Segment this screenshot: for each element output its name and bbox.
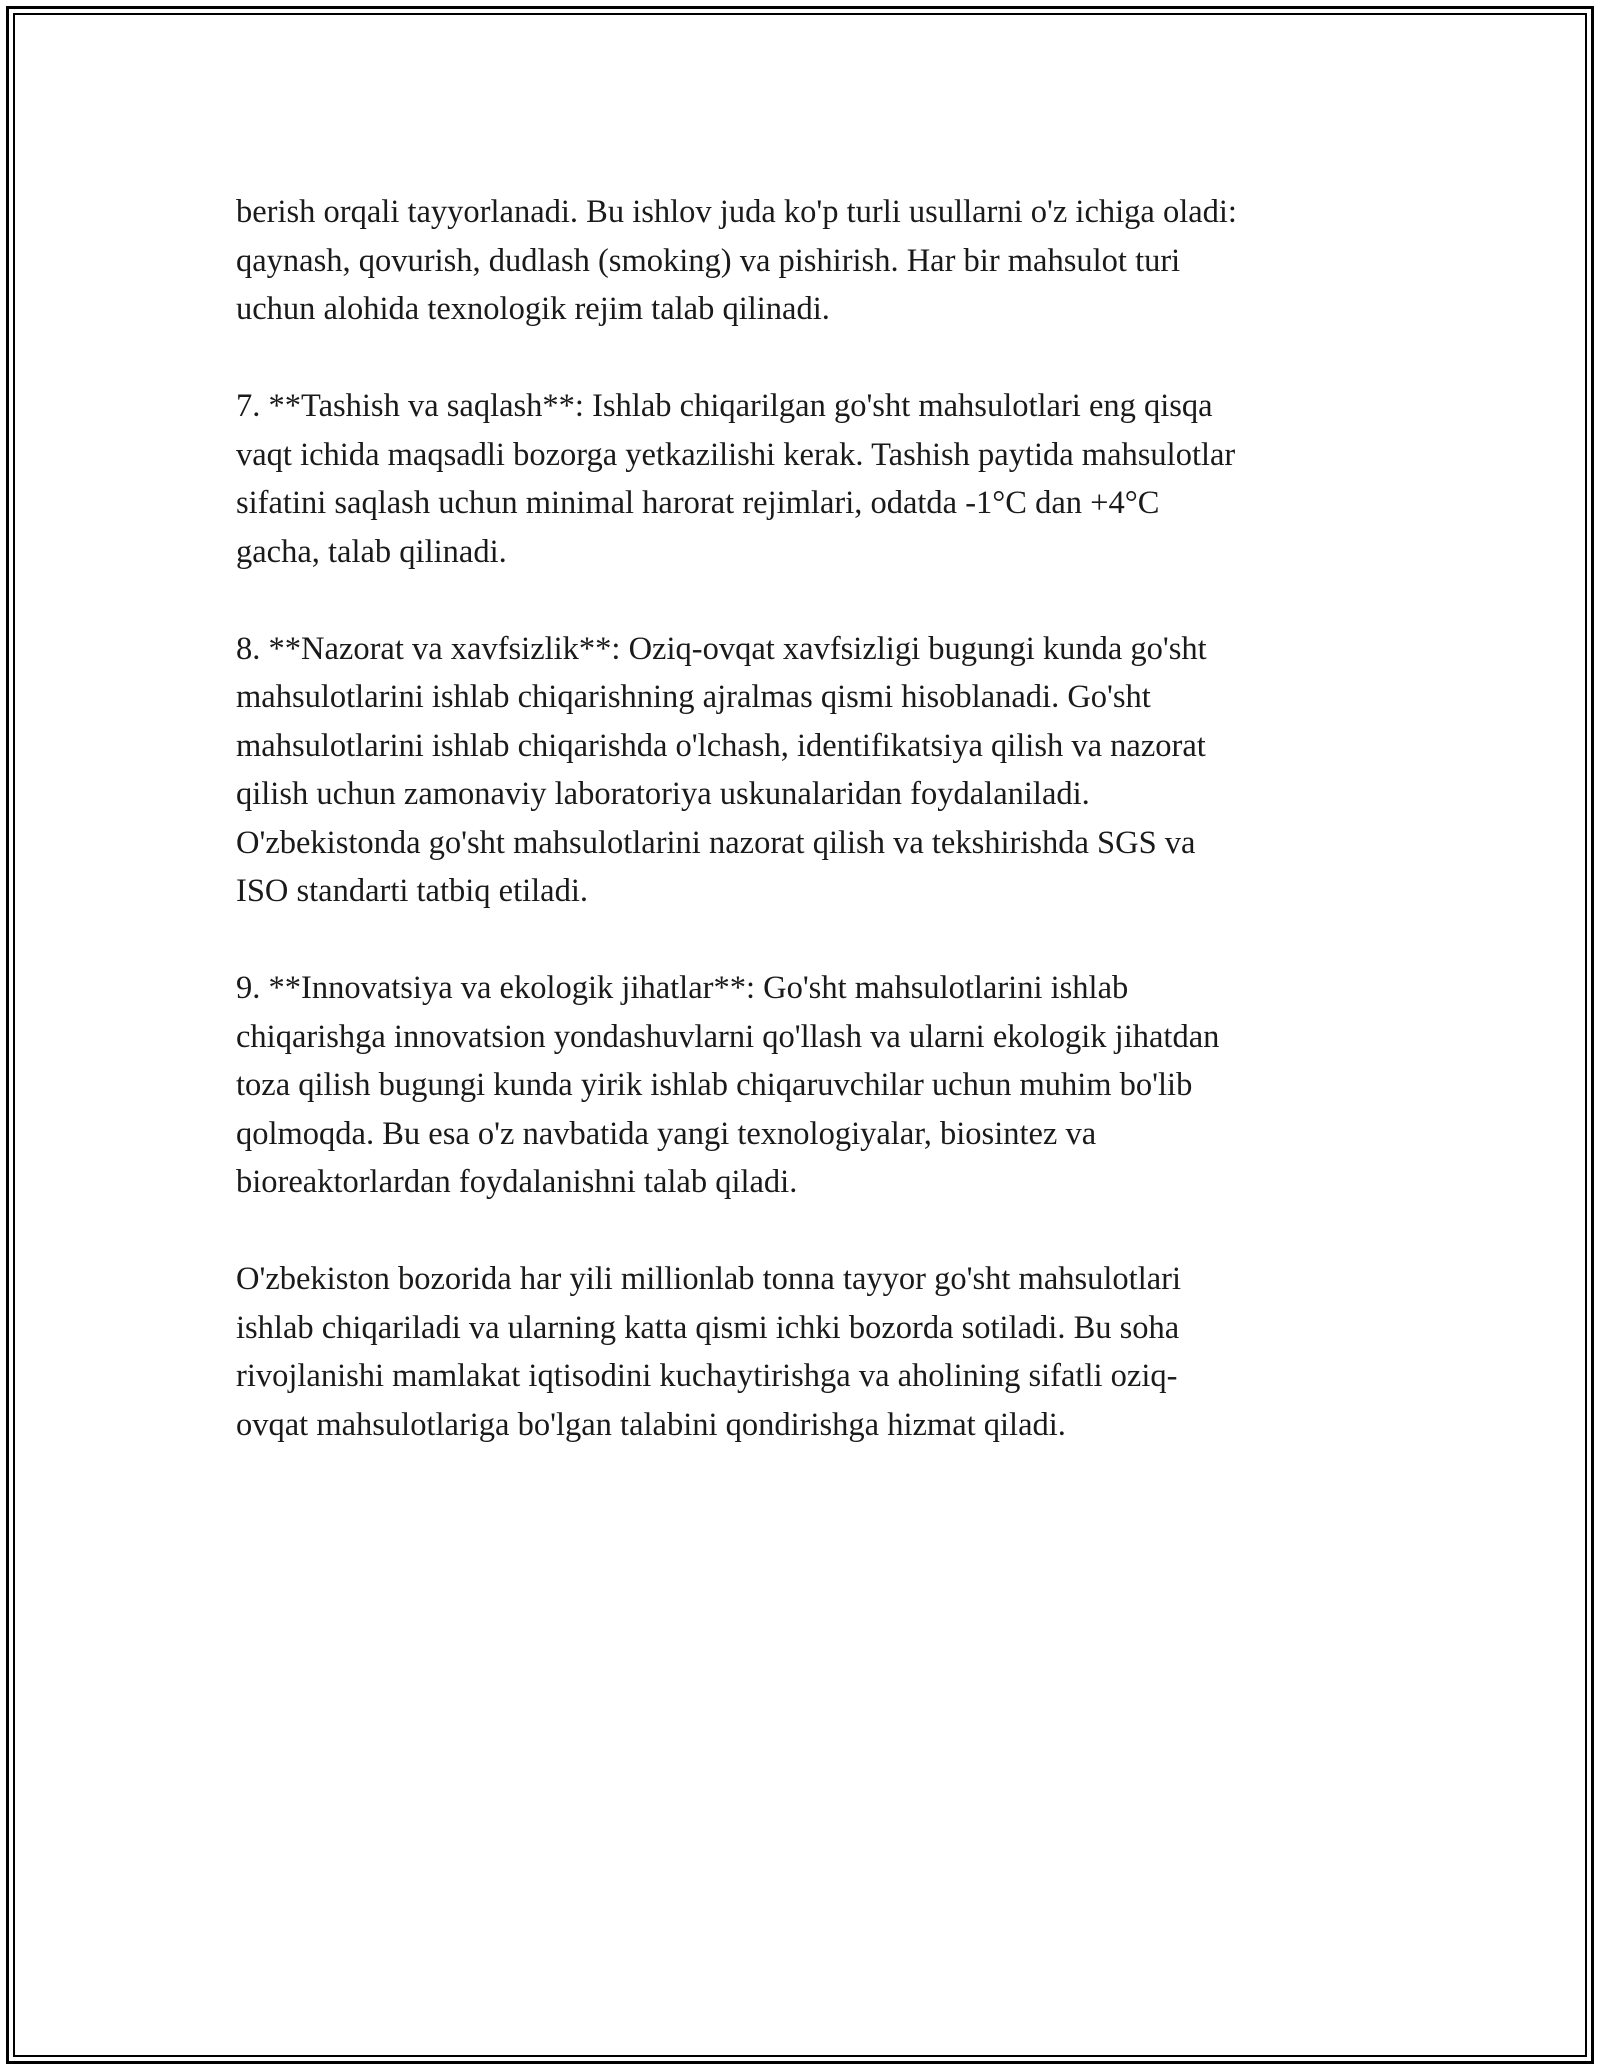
paragraph-item-9-innovation-ecology: 9. **Innovatsiya va ekologik jihatlar**: Go'sht mahsulotlarini ishlab chiqarishga innovatsion yondashuvlarni qo'llash va ularni ekologik jihatdan toza qilish bugungi kunda yirik ishlab chiqaruvchilar uchun muhim bo'lib qolmoqda. Bu esa o'z navbatida yangi texnologiyalar, biosintez va bioreaktorlardan foydalanishni talab qiladi. bbox=[236, 970, 1220, 1200]
document-body bbox=[236, 188, 1376, 1498]
paragraph-item-8-control-safety: 8. **Nazorat va xavfsizlik**: Oziq-ovqat xavfsizligi bugungi kunda go'sht mahsulotlarini ishlab chiqarishning ajralmas qismi hisoblanadi. Go'sht mahsulotlarini ishlab chiqarishda o'lchash, identifikatsiya qilish va nazorat qilish uchun zamonaviy laboratoriya uskunalaridan foydalaniladi. O'zbekistonda go'sht mahsulotlarini nazorat qilish va tekshirishda SGS va ISO standarti tatbiq etiladi. bbox=[236, 630, 1207, 909]
paragraph-item-7-transport-storage: 7. **Tashish va saqlash**: Ishlab chiqarilgan go'sht mahsulotlari eng qisqa vaqt ichida maqsadli bozorga yetkazilishi kerak. Tashish paytida mahsulotlar sifatini saqlash uchun minimal harorat rejimlari, odatda -1°C dan +4°C gacha, talab qilinadi. bbox=[236, 388, 1236, 570]
paragraph-conclusion: O'zbekiston bozorida har yili millionlab tonna tayyor go'sht mahsulotlari ishlab chiqariladi va ularning katta qismi ichki bozorda sotiladi. Bu soha rivojlanishi mamlakat iqtisodini kuchaytirishga va aholining sifatli oziq- ovqat mahsulotlariga bo'lgan talabini qondirishga hizmat qiladi. bbox=[236, 1261, 1182, 1443]
paragraph-intro-continuation: berish orqali tayyorlanadi. Bu ishlov juda ko'p turli usullarni o'z ichiga oladi: qaynash, qovurish, dudlash (smoking) va pishirish. Har bir mahsulot turi uchun alohida texnologik rejim talab qilinadi. bbox=[236, 194, 1237, 327]
